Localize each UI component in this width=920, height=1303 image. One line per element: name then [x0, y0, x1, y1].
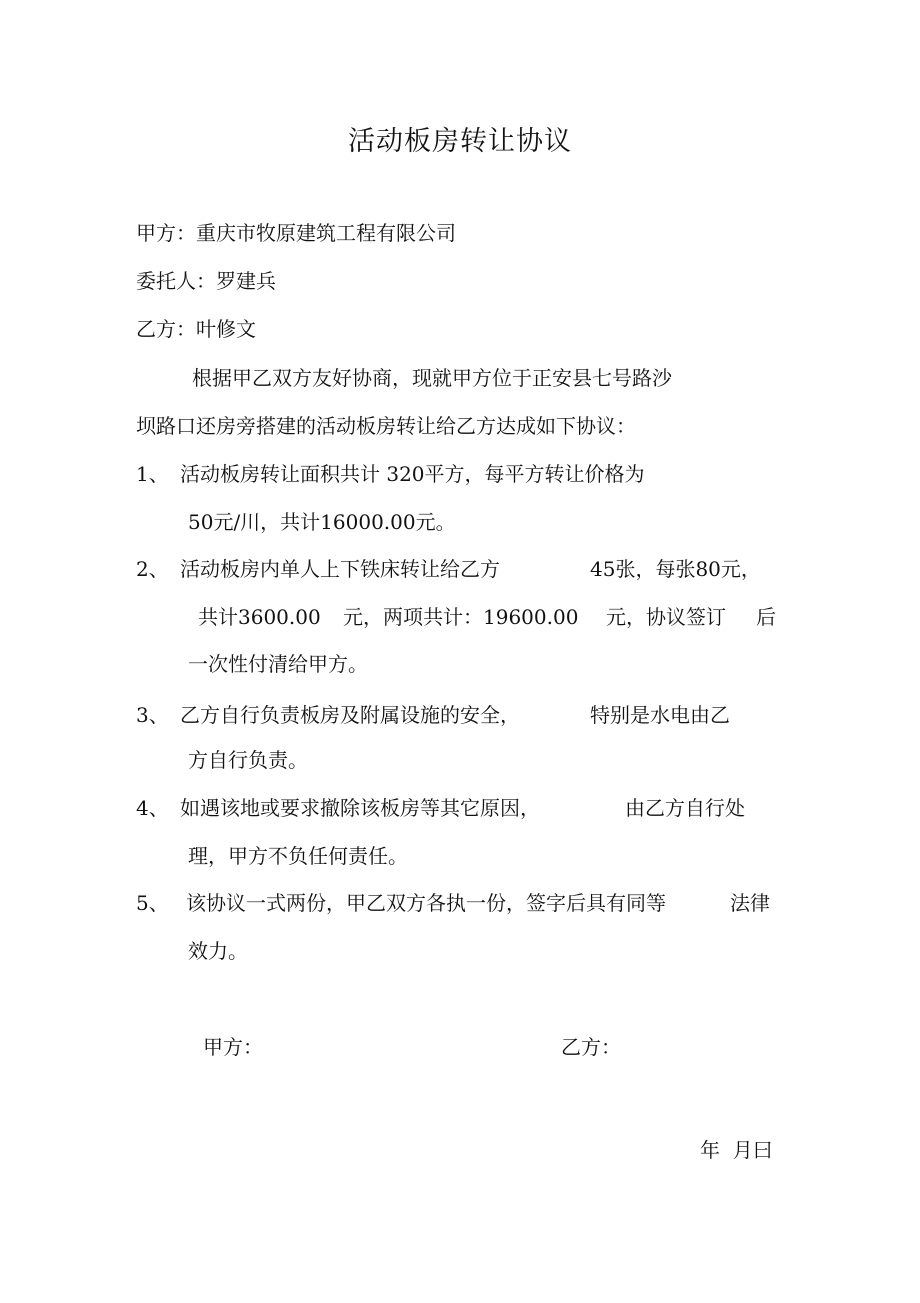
clause-4-line-1a: 如遇该地或要求撤除该板房等其它原因， [180, 796, 540, 820]
clause-2-line-1b: 45张，每张80元， [590, 557, 761, 581]
clause-2-line-3: 一次性付清给甲方。 [188, 652, 368, 676]
clause-4-number: 4、 [136, 796, 169, 820]
clause-5-line-1a: 该协议一式两份，甲乙双方各执一份，签字后具有同等 [186, 891, 666, 915]
clause-2-line-1a: 活动板房内单人上下铁床转让给乙方 [180, 557, 500, 581]
clause-5-line-2: 效力。 [188, 939, 248, 963]
preamble-line-2: 坝路口还房旁搭建的活动板房转让给乙方达成如下协议： [136, 414, 636, 438]
clause-1-line-1: 活动板房转让面积共计 320平方，每平方转让价格为 [180, 462, 645, 486]
signature-party-a: 甲方： [203, 1035, 263, 1059]
agent-line: 委托人：罗建兵 [136, 269, 276, 293]
clause-2-line-2c: 元，协议签订 [606, 605, 726, 629]
party-a-line: 甲方：重庆市牧原建筑工程有限公司 [136, 221, 456, 245]
clause-1-line-2: 50元/川，共计16000.00元。 [188, 510, 456, 534]
date-line: 年 月曰 [700, 1138, 773, 1162]
clause-1-number: 1、 [136, 462, 169, 486]
document-title: 活动板房转让协议 [348, 126, 572, 157]
clause-5-line-1b: 法律 [730, 891, 770, 915]
clause-2-line-2a: 共计3600.00 [198, 605, 321, 629]
clause-2-line-2b: 元，两项共计：19600.00 [343, 605, 579, 629]
clause-4-line-1b: 由乙方自行处 [625, 796, 745, 820]
clause-3-line-2: 方自行负责。 [188, 748, 308, 772]
signature-party-b: 乙方： [561, 1035, 621, 1059]
preamble-line-1: 根据甲乙双方友好协商，现就甲方位于正安县七号路沙 [192, 366, 672, 390]
clause-2-line-2d: 后 [756, 605, 776, 629]
clause-3-line-1a: 乙方自行负责板房及附属设施的安全， [180, 703, 520, 727]
clause-4-line-2: 理，甲方不负任何责任。 [188, 844, 408, 868]
clause-3-line-1b: 特别是水电由乙 [590, 703, 730, 727]
clause-3-number: 3、 [136, 703, 169, 727]
clause-5-number: 5、 [136, 891, 169, 915]
party-b-line: 乙方：叶修文 [136, 317, 256, 341]
clause-2-number: 2、 [136, 557, 169, 581]
